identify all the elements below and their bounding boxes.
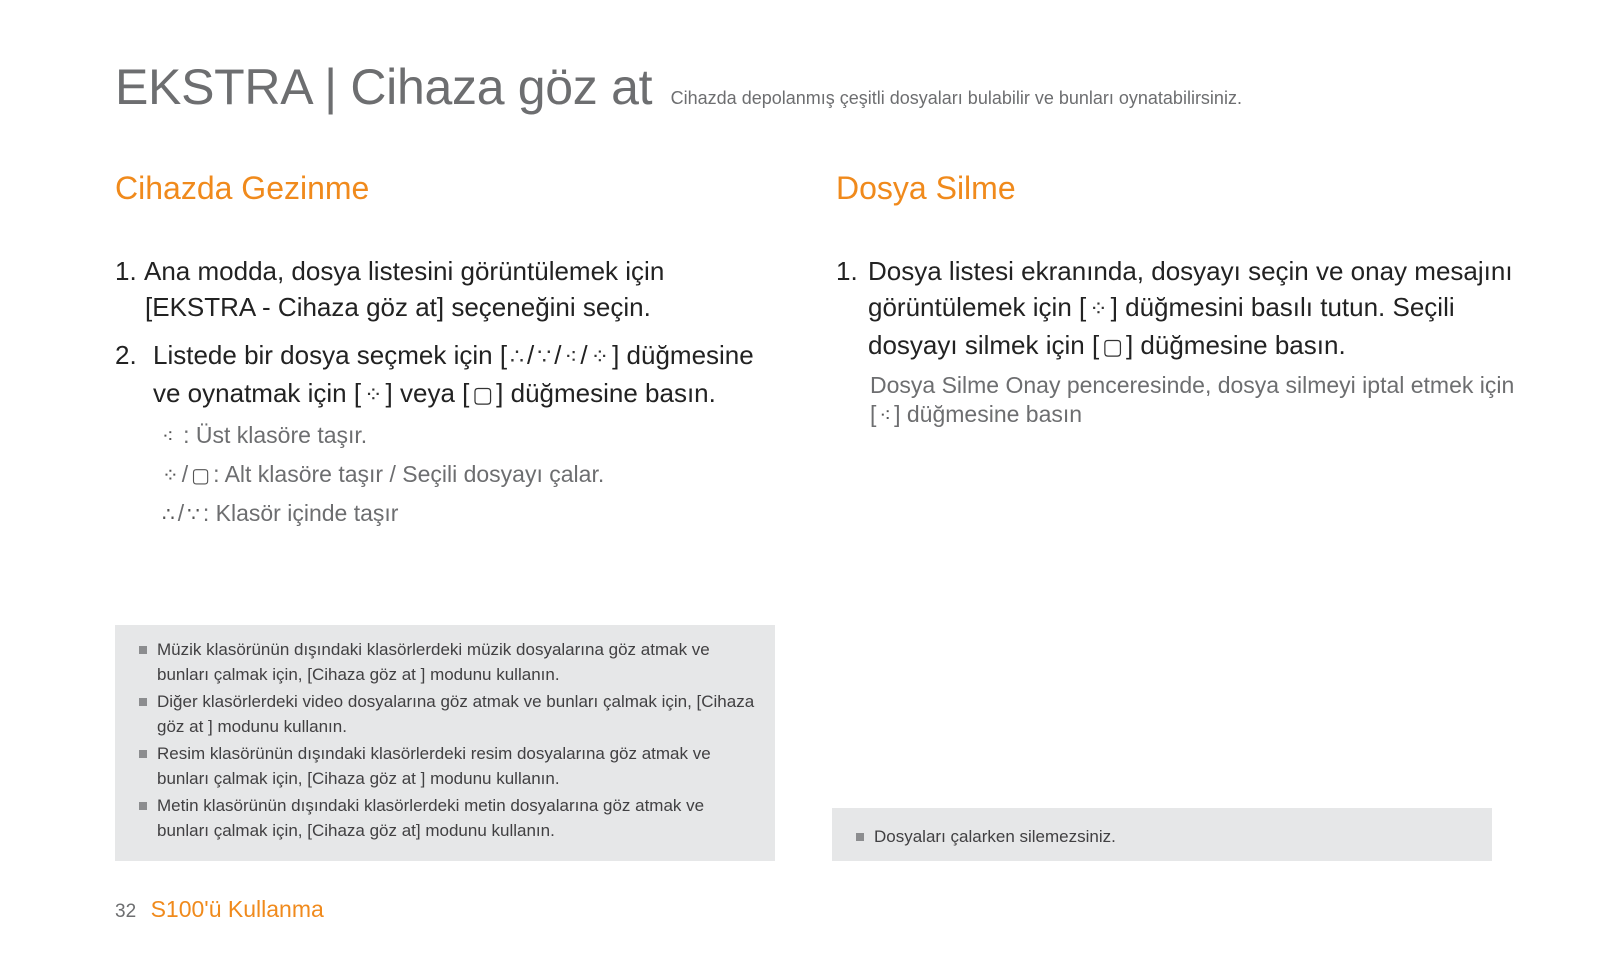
page-number: 32 — [115, 901, 137, 922]
step-2 — [115, 337, 775, 413]
ok-button-icon: ▢ — [1102, 334, 1123, 359]
separator: / — [580, 340, 588, 370]
step-1 — [836, 253, 1516, 365]
separator: / — [527, 340, 535, 370]
right-button-icon: ⁘ — [590, 344, 610, 369]
left-button-icon: ⁖ — [162, 426, 174, 448]
page-title: EKSTRA | Cihaza göz at — [115, 59, 653, 115]
step-1 — [115, 253, 775, 325]
down-button-icon: ∵ — [537, 344, 552, 369]
legend-text: : Üst klasöre taşır. — [183, 422, 368, 448]
button-legend — [115, 417, 775, 534]
legend-text: : Klasör içinde taşır — [202, 500, 399, 526]
right-button-icon: ⁘ — [364, 382, 383, 407]
note-text: ] düğmesine basın — [894, 401, 1083, 427]
section-heading: Cihazda Gezinme — [115, 170, 370, 206]
step-text-part: Dosya listesi ekranında, dosyayı seçin ve onay mesajını görüntülemek için [ — [868, 256, 1513, 322]
delete-note — [836, 371, 1516, 431]
up-button-icon: ∴ — [510, 344, 525, 369]
notes-box-left — [115, 625, 775, 861]
ok-button-icon: ▢ — [472, 382, 494, 407]
separator: / — [181, 461, 189, 487]
note-item: Müzik klasörünün dışındaki klasörlerdeki müzik dosyalarına göz atmak ve bunları çalmak için, [Cihaza göz at ] modunu kullanın. — [137, 637, 755, 687]
note-text: Dosya Silme Onay penceresinde, dosya silmeyi iptal etmek için [ — [870, 372, 1515, 427]
step-text-part: ] düğmesini basılı tutun. Seçili dosyayı silmek için [ — [868, 292, 1455, 360]
page-subtitle: Cihazda depolanmış çeşitli dosyaları bulabilir ve bunları oynatabilirsiniz. — [670, 88, 1242, 108]
note-item: Resim klasörünün dışındaki klasörlerdeki resim dosyalarına göz atmak ve bunları çalmak için, [Cihaza göz at ] modunu kullanın. — [137, 741, 755, 791]
section-heading: Dosya Silme — [836, 170, 1016, 206]
step-number: 1. — [115, 256, 137, 286]
section-delete-file — [836, 170, 1516, 431]
step-text-part: ] düğmesine basın. — [496, 378, 716, 408]
left-button-icon: ⁖ — [564, 344, 578, 369]
step-text-part: ] veya [ — [385, 378, 470, 408]
left-button-icon: ⁖ — [879, 405, 892, 427]
step-number: 2. — [115, 340, 137, 370]
page-footer — [115, 896, 324, 923]
notes-box-right — [832, 808, 1492, 861]
down-button-icon: ∵ — [187, 504, 200, 526]
note-item: Diğer klasörlerdeki video dosyalarına göz atmak ve bunları çalmak için, [Cihaza göz at ] modunu kullanın. — [137, 689, 755, 739]
separator: / — [177, 500, 185, 526]
step-text — [836, 253, 1516, 365]
legend-text: : Alt klasöre taşır / Seçili dosyayı çalar. — [213, 461, 605, 487]
step-text — [115, 337, 775, 413]
footer-title: S100'ü Kullanma — [150, 896, 324, 922]
up-button-icon: ∴ — [162, 504, 175, 526]
section-navigation — [115, 170, 775, 534]
legend-line — [159, 417, 775, 456]
legend-line — [159, 456, 775, 495]
separator: / — [554, 340, 562, 370]
legend-line — [159, 495, 775, 534]
page-header — [115, 58, 1242, 116]
note-item: Metin klasörünün dışındaki klasörlerdeki metin dosyalarına göz atmak ve bunları çalmak için, [Cihaza göz at] modunu kullanın. — [137, 793, 755, 843]
step-text: Ana modda, dosya listesini görüntülemek için [EKSTRA - Cihaza göz at] seçeneğini seçin. — [144, 256, 665, 322]
ok-button-icon: ▢ — [191, 465, 211, 487]
step-text-part: ] düğmesine ve oynatmak için [ — [153, 340, 754, 408]
right-button-icon: ⁘ — [162, 465, 179, 487]
step-text-part: Listede bir dosya seçmek için [ — [153, 340, 508, 370]
step-text-part: ] düğmesine basın. — [1125, 330, 1346, 360]
note-item: Dosyaları çalarken silemezsiniz. — [854, 824, 1472, 849]
step-number: 1. — [836, 256, 858, 286]
right-button-icon: ⁘ — [1089, 296, 1108, 321]
